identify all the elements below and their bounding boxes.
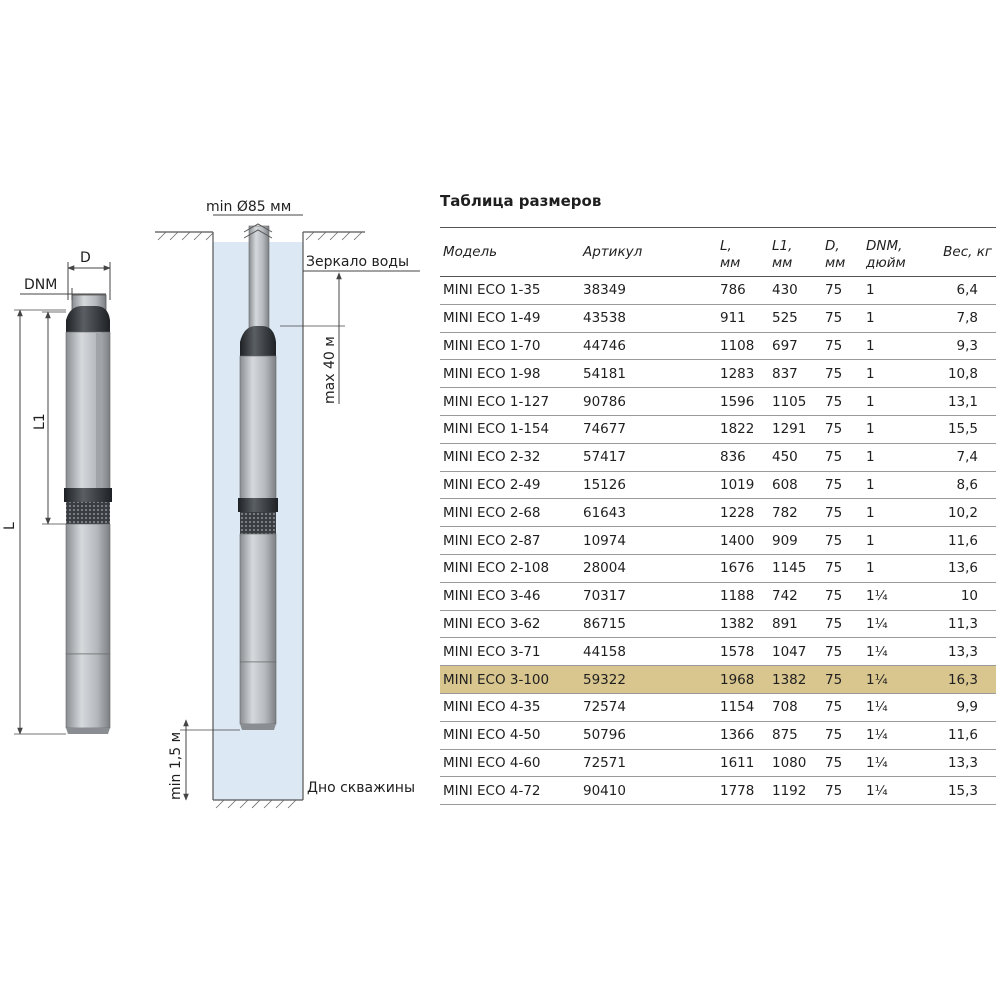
cell-dnm: 1 [863, 415, 923, 443]
cell-dnm: 1 [863, 527, 923, 555]
cell-l: 1283 [717, 360, 769, 388]
cell-model: MINI ECO 4-35 [440, 693, 580, 721]
cell-dnm: 1¼ [863, 610, 923, 638]
cell-l: 836 [717, 443, 769, 471]
cell-d: 75 [822, 527, 863, 555]
cell-d: 75 [822, 332, 863, 360]
cell-article: 90410 [580, 777, 717, 805]
cell-dnm: 1 [863, 360, 923, 388]
cell-article: 90786 [580, 388, 717, 416]
label-well-bottom: Дно скважины [307, 780, 416, 796]
cell-l1: 891 [769, 610, 822, 638]
header-article: Артикул [580, 228, 717, 277]
cell-dnm: 1¼ [863, 638, 923, 666]
cell-weight: 11,6 [923, 721, 996, 749]
cell-l1: 697 [769, 332, 822, 360]
well-installation-view [155, 199, 420, 808]
cell-l1: 1080 [769, 749, 822, 777]
cell-article: 59322 [580, 666, 717, 694]
cell-model: MINI ECO 1-35 [440, 277, 580, 305]
table-row [440, 360, 996, 388]
cell-model: MINI ECO 2-32 [440, 443, 580, 471]
cell-model: MINI ECO 1-98 [440, 360, 580, 388]
cell-weight: 10,8 [923, 360, 996, 388]
cell-l: 1778 [717, 777, 769, 805]
cell-d: 75 [822, 360, 863, 388]
cell-l: 1968 [717, 666, 769, 694]
label-dnm: DNM [24, 277, 58, 293]
cell-model: MINI ECO 2-87 [440, 527, 580, 555]
cell-article: 43538 [580, 304, 717, 332]
header-d-top: D, [825, 238, 840, 254]
cell-model: MINI ECO 3-71 [440, 638, 580, 666]
cell-l1: 1192 [769, 777, 822, 805]
cell-l1: 875 [769, 721, 822, 749]
cell-weight: 9,3 [923, 332, 996, 360]
cell-l: 1676 [717, 554, 769, 582]
cell-d: 75 [822, 388, 863, 416]
label-min-bottom: min 1,5 м [168, 731, 184, 800]
cell-d: 75 [822, 749, 863, 777]
cell-model: MINI ECO 2-108 [440, 554, 580, 582]
cell-dnm: 1 [863, 443, 923, 471]
label-water-mirror: Зеркало воды [306, 254, 410, 270]
table-row [440, 582, 996, 610]
cell-weight: 10 [923, 582, 996, 610]
cell-dnm: 1 [863, 277, 923, 305]
cell-model: MINI ECO 4-60 [440, 749, 580, 777]
header-l-top: L, [720, 238, 732, 254]
table-body [440, 277, 996, 805]
header-dnm [863, 228, 923, 277]
cell-l1: 1291 [769, 415, 822, 443]
cell-weight: 11,6 [923, 527, 996, 555]
cell-weight: 13,1 [923, 388, 996, 416]
table-row [440, 610, 996, 638]
cell-d: 75 [822, 554, 863, 582]
table-row [440, 499, 996, 527]
cell-l: 1154 [717, 693, 769, 721]
header-l-bottom: мм [720, 255, 741, 271]
cell-weight: 11,3 [923, 610, 996, 638]
cell-l1: 1105 [769, 388, 822, 416]
cell-l: 1822 [717, 415, 769, 443]
cell-d: 75 [822, 721, 863, 749]
cell-l: 1228 [717, 499, 769, 527]
cell-weight: 15,5 [923, 415, 996, 443]
cell-weight: 10,2 [923, 499, 996, 527]
table-row [440, 638, 996, 666]
cell-l: 786 [717, 277, 769, 305]
table-row [440, 693, 996, 721]
cell-model: MINI ECO 1-70 [440, 332, 580, 360]
cell-article: 50796 [580, 721, 717, 749]
cell-dnm: 1 [863, 471, 923, 499]
label-l1: L1 [32, 413, 48, 430]
cell-article: 54181 [580, 360, 717, 388]
cell-model: MINI ECO 2-49 [440, 471, 580, 499]
pump-dimension-view [2, 250, 112, 734]
cell-l1: 430 [769, 277, 822, 305]
cell-l1: 837 [769, 360, 822, 388]
cell-l1: 909 [769, 527, 822, 555]
cell-d: 75 [822, 471, 863, 499]
cell-d: 75 [822, 666, 863, 694]
cell-l1: 742 [769, 582, 822, 610]
cell-dnm: 1¼ [863, 777, 923, 805]
cell-l1: 525 [769, 304, 822, 332]
cell-weight: 9,9 [923, 693, 996, 721]
cell-d: 75 [822, 304, 863, 332]
table-row [440, 749, 996, 777]
cell-article: 10974 [580, 527, 717, 555]
cell-dnm: 1 [863, 499, 923, 527]
cell-article: 44746 [580, 332, 717, 360]
cell-article: 61643 [580, 499, 717, 527]
cell-weight: 13,6 [923, 554, 996, 582]
cell-article: 74677 [580, 415, 717, 443]
cell-d: 75 [822, 499, 863, 527]
header-dnm-bottom: дюйм [866, 255, 906, 271]
cell-dnm: 1 [863, 304, 923, 332]
cell-dnm: 1¼ [863, 721, 923, 749]
table-row [440, 554, 996, 582]
cell-dnm: 1¼ [863, 693, 923, 721]
cell-weight: 15,3 [923, 777, 996, 805]
cell-dnm: 1 [863, 554, 923, 582]
header-dnm-top: DNM, [866, 238, 903, 254]
cell-l1: 1047 [769, 638, 822, 666]
cell-dnm: 1 [863, 332, 923, 360]
cell-model: MINI ECO 4-50 [440, 721, 580, 749]
cell-weight: 16,3 [923, 666, 996, 694]
cell-article: 28004 [580, 554, 717, 582]
cell-article: 70317 [580, 582, 717, 610]
label-min-diameter: min Ø85 мм [206, 199, 292, 215]
cell-l: 911 [717, 304, 769, 332]
cell-l1: 450 [769, 443, 822, 471]
table-row [440, 666, 996, 694]
cell-l: 1019 [717, 471, 769, 499]
cell-l1: 708 [769, 693, 822, 721]
cell-l1: 1145 [769, 554, 822, 582]
cell-model: MINI ECO 3-100 [440, 666, 580, 694]
cell-article: 72574 [580, 693, 717, 721]
cell-dnm: 1 [863, 388, 923, 416]
cell-dnm: 1¼ [863, 666, 923, 694]
cell-model: MINI ECO 2-68 [440, 499, 580, 527]
cell-l: 1578 [717, 638, 769, 666]
label-max-depth: max 40 м [322, 336, 338, 404]
table-row [440, 388, 996, 416]
table-row [440, 304, 996, 332]
cell-model: MINI ECO 1-49 [440, 304, 580, 332]
cell-l: 1188 [717, 582, 769, 610]
cell-d: 75 [822, 693, 863, 721]
cell-model: MINI ECO 4-72 [440, 777, 580, 805]
cell-model: MINI ECO 1-127 [440, 388, 580, 416]
header-model: Модель [440, 228, 580, 277]
cell-article: 57417 [580, 443, 717, 471]
table-row [440, 721, 996, 749]
cell-d: 75 [822, 777, 863, 805]
table-row [440, 277, 996, 305]
cell-l: 1108 [717, 332, 769, 360]
pump-installation-diagram [0, 0, 440, 1000]
cell-weight: 7,8 [923, 304, 996, 332]
cell-weight: 13,3 [923, 638, 996, 666]
cell-l1: 1382 [769, 666, 822, 694]
cell-article: 15126 [580, 471, 717, 499]
cell-weight: 7,4 [923, 443, 996, 471]
cell-article: 38349 [580, 277, 717, 305]
size-table [440, 227, 996, 805]
cell-d: 75 [822, 582, 863, 610]
cell-l1: 782 [769, 499, 822, 527]
header-l1 [769, 228, 822, 277]
cell-dnm: 1¼ [863, 582, 923, 610]
cell-weight: 13,3 [923, 749, 996, 777]
header-l1-top: L1, [772, 238, 793, 254]
cell-l: 1382 [717, 610, 769, 638]
cell-model: MINI ECO 1-154 [440, 415, 580, 443]
cell-weight: 6,4 [923, 277, 996, 305]
table-row [440, 332, 996, 360]
table-row [440, 471, 996, 499]
header-weight: Вес, кг [923, 228, 996, 277]
header-l [717, 228, 769, 277]
cell-article: 44158 [580, 638, 717, 666]
cell-weight: 8,6 [923, 471, 996, 499]
cell-article: 72571 [580, 749, 717, 777]
table-row [440, 527, 996, 555]
cell-dnm: 1¼ [863, 749, 923, 777]
label-d: D [80, 250, 91, 266]
cell-d: 75 [822, 277, 863, 305]
cell-d: 75 [822, 610, 863, 638]
table-header-row [440, 228, 996, 277]
cell-d: 75 [822, 638, 863, 666]
header-d-bottom: мм [825, 255, 846, 271]
table-row [440, 777, 996, 805]
cell-l1: 608 [769, 471, 822, 499]
table-row [440, 415, 996, 443]
cell-d: 75 [822, 415, 863, 443]
cell-article: 86715 [580, 610, 717, 638]
cell-model: MINI ECO 3-62 [440, 610, 580, 638]
cell-d: 75 [822, 443, 863, 471]
header-l1-bottom: мм [772, 255, 793, 271]
header-d [822, 228, 863, 277]
cell-model: MINI ECO 3-46 [440, 582, 580, 610]
cell-l: 1596 [717, 388, 769, 416]
table-row [440, 443, 996, 471]
table-title: Таблица размеров [440, 192, 602, 210]
cell-l: 1366 [717, 721, 769, 749]
cell-l: 1611 [717, 749, 769, 777]
label-l: L [2, 522, 18, 530]
cell-l: 1400 [717, 527, 769, 555]
